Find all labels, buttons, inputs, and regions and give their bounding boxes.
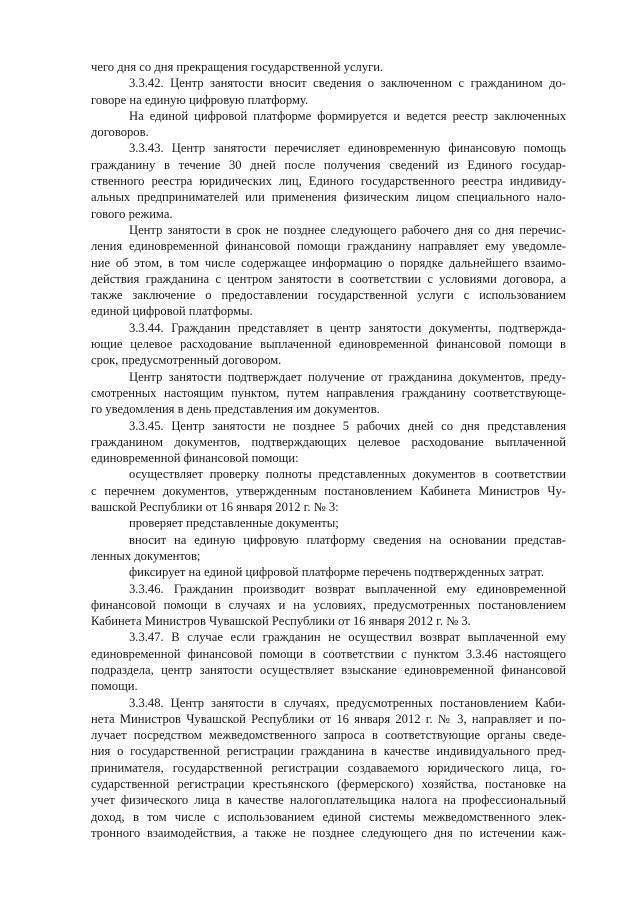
- paragraph: [91, 581, 566, 630]
- text-line: смотренных настоящим пунктом, путем направления гражданину соответствующе-: [91, 385, 566, 400]
- text-line: ления единовременной финансовой помощи гражданину направляет ему уведомле-: [91, 239, 566, 254]
- document-page: [91, 59, 566, 841]
- text-line: 3.3.46. Гражданин производит возврат выплаченной ему единовременной: [129, 581, 566, 596]
- text-line: помощи.: [91, 679, 138, 694]
- text-line: гражданину в течение 30 дней после получения сведений из Единого государ-: [91, 157, 566, 172]
- text-line: ние об этом, в том числе содержащее информацию о порядке дальнейшего взаимо-: [91, 255, 566, 270]
- text-line: принимателя, государственной регистрации создаваемого юридического лица, го-: [91, 760, 566, 775]
- paragraph: [91, 320, 566, 369]
- text-line: осуществляет проверку полноты представленных документов в соответствии: [129, 467, 566, 482]
- text-line: 3.3.45. Центр занятости не позднее 5 рабочих дней со дня представления: [129, 418, 566, 433]
- paragraph: [91, 59, 566, 75]
- paragraph: [91, 564, 566, 580]
- paragraph: [91, 140, 566, 221]
- text-line: Кабинета Министров Чувашской Республики от 16 января 2012 г. № 3.: [91, 614, 471, 629]
- text-line: нета Министров Чувашской Республики от 16 января 2012 г. № 3, направляет и по-: [91, 711, 566, 726]
- text-line: ленных документов;: [91, 548, 201, 563]
- text-line: гражданином документов, подтверждающих целевое расходование выплаченной: [91, 434, 566, 449]
- text-line: тронного взаимодействия, а также не позднее следующего дня по истечении каж-: [91, 825, 566, 840]
- text-line: единой цифровой платформы.: [91, 304, 253, 319]
- paragraph: [91, 515, 566, 531]
- text-line: го уведомления в день представления им документов.: [91, 402, 380, 417]
- text-line: чего дня со дня прекращения государственной услуги.: [91, 60, 384, 74]
- text-line: альных предпринимателей или применения физическим лицом специального нало-: [91, 190, 566, 205]
- text-line: проверяет представленные документы;: [129, 516, 339, 531]
- paragraph: [91, 369, 566, 418]
- text-line: договоров.: [91, 125, 149, 140]
- text-line: доход, в том числе с использованием единой системы межведомственного элек-: [91, 809, 566, 824]
- text-line: с перечнем документов, утвержденным постановлением Кабинета Министров Чу-: [91, 483, 566, 498]
- paragraph: [91, 532, 566, 565]
- text-line: 3.3.42. Центр занятости вносит сведения о заключенном с гражданином до-: [129, 76, 566, 91]
- text-line: срок, предусмотренный договором.: [91, 353, 282, 368]
- text-line: 3.3.47. В случае если гражданин не осуществил возврат выплаченной ему: [129, 630, 566, 645]
- text-line: единовременной финансовой помощи в соответствии с пунктом 3.3.46 настоящего: [91, 646, 566, 661]
- text-line: Центр занятости подтверждает получение от гражданина документов, преду-: [129, 369, 566, 384]
- paragraph: [91, 466, 566, 515]
- text-line: ственного реестра юридических лиц, Единого государственного реестра индивиду-: [91, 174, 566, 189]
- text-line: также заключение о предоставлении государственной услуги с использованием: [91, 288, 566, 303]
- text-line: говоре на единую цифровую платформу.: [91, 92, 309, 107]
- text-line: 3.3.44. Гражданин представляет в центр занятости документы, подтвержда-: [129, 320, 566, 335]
- paragraph: [91, 108, 566, 141]
- paragraph: [91, 695, 566, 842]
- paragraph: [91, 222, 566, 320]
- text-line: действия гражданина с центром занятости в соответствии с условиями договора, а: [91, 271, 566, 286]
- text-line: На единой цифровой платформе формируется и ведется реестр заключенных: [129, 108, 566, 123]
- text-line: единовременной финансовой помощи:: [91, 451, 299, 466]
- text-line: лучает посредством межведомственного запроса в соответствующие органы сведе-: [91, 728, 566, 743]
- text-line: 3.3.43. Центр занятости перечисляет единовременную финансовую помощь: [129, 141, 566, 156]
- text-line: ющие целевое расходование выплаченной единовременной финансовой помощи в: [91, 337, 566, 352]
- paragraph: [91, 75, 566, 108]
- text-line: вносит на единую цифровую платформу сведения на основании представ-: [129, 532, 566, 547]
- text-line: 3.3.48. Центр занятости в случаях, предусмотренных постановлением Каби-: [129, 695, 566, 710]
- text-line: вашской Республики от 16 января 2012 г. № 3:: [91, 500, 339, 515]
- text-line: ния о государственной регистрации гражданина в качестве индивидуального пред-: [91, 744, 566, 759]
- paragraph: [91, 418, 566, 467]
- text-line: подраздела, центр занятости осуществляет взыскание единовременной финансовой: [91, 662, 566, 677]
- text-line: финансовой помощи в случаях и на условиях, предусмотренных постановлением: [91, 597, 566, 612]
- text-line: сударственной регистрации крестьянского (фермерского) хозяйства, постановке на: [91, 777, 566, 792]
- text-line: гового режима.: [91, 206, 173, 221]
- paragraph: [91, 629, 566, 694]
- text-line: учет физического лица в качестве налогоплательщика налога на профессиональный: [91, 793, 566, 808]
- text-line: фиксирует на единой цифровой платформе перечень подтвержденных затрат.: [129, 565, 544, 580]
- text-line: Центр занятости в срок не позднее следующего рабочего дня со дня перечис-: [129, 222, 566, 237]
